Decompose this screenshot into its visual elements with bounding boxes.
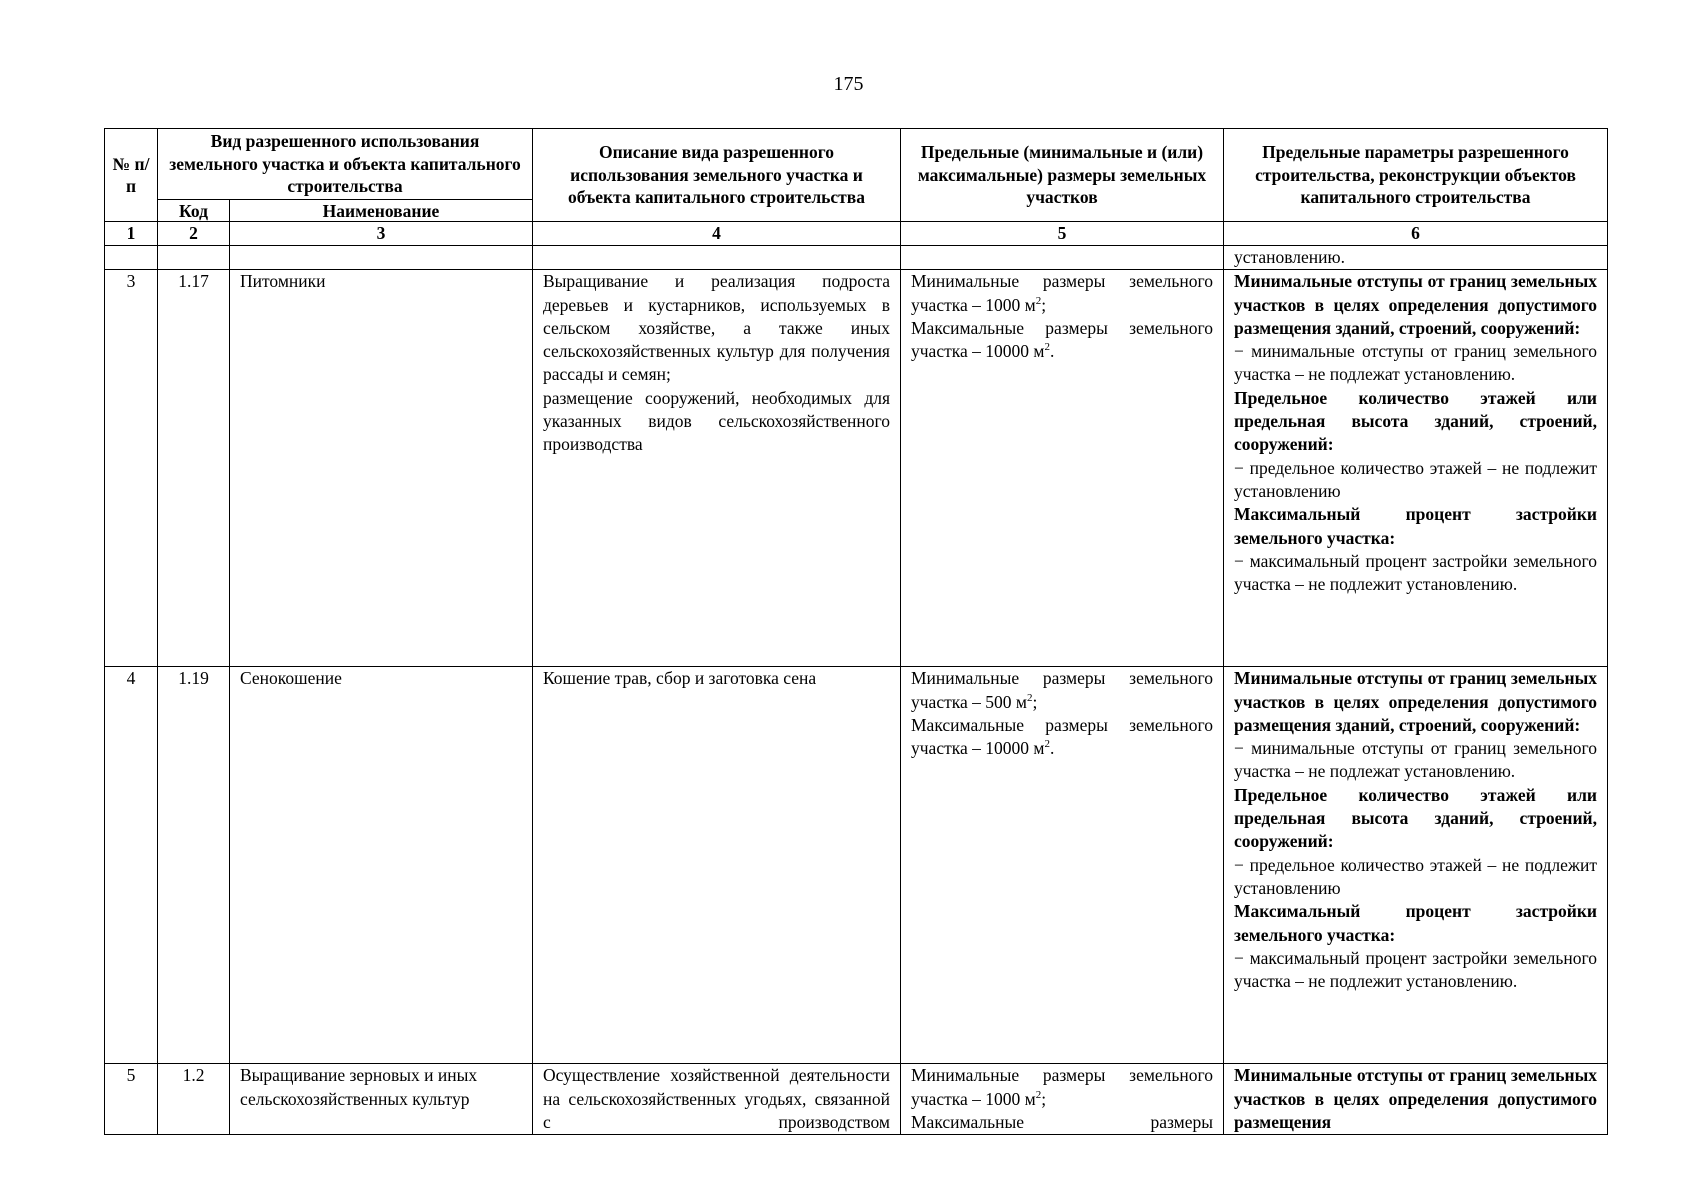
- max-size: Максимальные размеры: [911, 1111, 1213, 1132]
- row-parameters: [1224, 270, 1608, 667]
- row-code: 1.2: [158, 1064, 230, 1135]
- row-code: 1.17: [158, 270, 230, 667]
- header-plot-size: Предельные (минимальные и (или) максимальные) размеры земельных участков: [901, 129, 1224, 222]
- header-use-kind: Вид разрешенного использования земельного участка и объекта капитального строительства: [158, 129, 533, 200]
- page-number: 175: [833, 73, 864, 95]
- row-plot-size: [901, 667, 1224, 1064]
- description-line: Осуществление хозяйственной деятельности на сельскохозяйственных угодьях, связанной с производством: [543, 1065, 890, 1132]
- row-plot-size: [901, 270, 1224, 667]
- row-plot-size: [901, 1064, 1224, 1135]
- row-description: [533, 1064, 901, 1135]
- setback-heading: Минимальные отступы от границ земельных участков в целях определения допустимого размещения зданий, строений, сооружений:: [1234, 668, 1597, 735]
- coverage-heading: Максимальный процент застройки земельного участка:: [1234, 504, 1597, 548]
- column-number: 4: [533, 222, 901, 246]
- row-name: Сенокошение: [230, 667, 533, 1064]
- continuation-row: [105, 246, 1608, 270]
- header-description: Описание вида разрешенного использования земельного участка и объекта капитального строительства: [533, 129, 901, 222]
- header-code: Код: [158, 200, 230, 222]
- column-number: 1: [105, 222, 158, 246]
- land-use-table: [104, 128, 1608, 1135]
- coverage-heading: Максимальный процент застройки земельного участка:: [1234, 901, 1597, 945]
- floors-text: − предельное количество этажей – не подлежит установлению: [1234, 854, 1597, 898]
- coverage-text: − максимальный процент застройки земельного участка – не подлежит установлению.: [1234, 947, 1597, 992]
- setback-heading: Минимальные отступы от границ земельных участков в целях определения допустимого размещения: [1234, 1065, 1597, 1132]
- min-size: Минимальные размеры земельного участка – 1000 $м^2$;: [911, 1065, 1213, 1109]
- table-row: [105, 270, 1608, 667]
- floors-text: − предельное количество этажей – не подлежит установлению: [1234, 457, 1597, 501]
- row-name: Выращивание зерновых и иных сельскохозяйственных культур: [230, 1064, 533, 1135]
- description-line: размещение сооружений, необходимых для указанных видов сельскохозяйственного производства: [543, 387, 890, 455]
- continuation-params: установлению.: [1224, 246, 1608, 270]
- description-line: Кошение трав, сбор и заготовка сена: [543, 668, 817, 689]
- row-description: [533, 667, 901, 1064]
- row-num: 3: [105, 270, 158, 667]
- row-description: [533, 270, 901, 667]
- row-num: 4: [105, 667, 158, 1064]
- header-parameters: Предельные параметры разрешенного строительства, реконструкции объектов капитального строительства: [1224, 129, 1608, 222]
- row-num: 5: [105, 1064, 158, 1135]
- row-parameters: [1224, 667, 1608, 1064]
- column-number: 2: [158, 222, 230, 246]
- column-number: 5: [901, 222, 1224, 246]
- header-num: № п/п: [105, 129, 158, 222]
- floors-heading: Предельное количество этажей или предельная высота зданий, строений, сооружений:: [1234, 387, 1597, 455]
- column-number-row: [105, 222, 1608, 246]
- row-name: Питомники: [230, 270, 533, 667]
- setback-text: − минимальные отступы от границ земельного участка – не подлежат установлению.: [1234, 738, 1597, 782]
- table-row: [105, 1064, 1608, 1135]
- setback-heading: Минимальные отступы от границ земельных участков в целях определения допустимого размещения зданий, строений, сооружений:: [1234, 271, 1597, 338]
- table-row: [105, 667, 1608, 1064]
- setback-text: − минимальные отступы от границ земельного участка – не подлежат установлению.: [1234, 341, 1597, 385]
- table-header: [105, 129, 1608, 222]
- floors-heading: Предельное количество этажей или предельная высота зданий, строений, сооружений:: [1234, 784, 1597, 852]
- max-size: Максимальные размеры земельного участка – 10000 $м^2$.: [911, 317, 1213, 362]
- column-number: 3: [230, 222, 533, 246]
- header-name: Наименование: [230, 200, 533, 222]
- column-number: 6: [1224, 222, 1608, 246]
- max-size: Максимальные размеры земельного участка – 10000 $м^2$.: [911, 714, 1213, 759]
- coverage-text: − максимальный процент застройки земельного участка – не подлежит установлению.: [1234, 550, 1597, 595]
- row-code: 1.19: [158, 667, 230, 1064]
- min-size: Минимальные размеры земельного участка – 1000 $м^2$;: [911, 271, 1213, 315]
- row-parameters: [1224, 1064, 1608, 1135]
- min-size: Минимальные размеры земельного участка – 500 $м^2$;: [911, 668, 1213, 712]
- description-line: Выращивание и реализация подроста деревьев и кустарников, используемых в сельском хозяйстве, а также иных сельскохозяйственных культур для получения рассады и семян;: [543, 271, 890, 385]
